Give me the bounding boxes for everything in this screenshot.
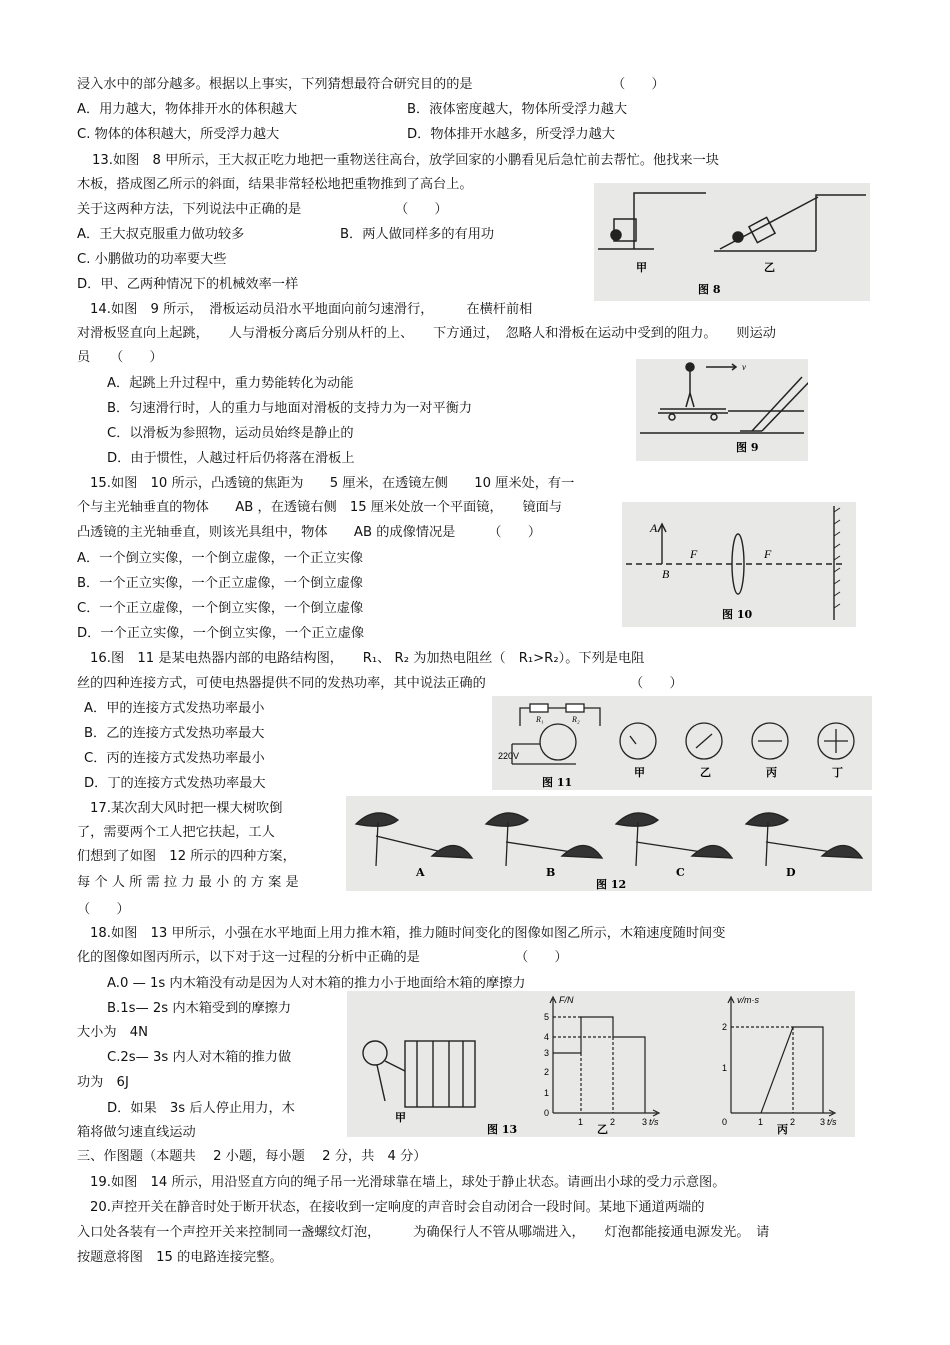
option-a: A．起跳上升过程中，重力势能转化为动能 xyxy=(107,376,354,391)
figure-11-r2: R₂ xyxy=(572,715,580,724)
answer-bracket: （ ） xyxy=(612,77,665,92)
option-b: B．乙的连接方式发热功率最大 xyxy=(84,726,265,741)
question-20-stem: 按题意将图 15 的电路连接完整。 xyxy=(77,1250,283,1265)
question-15-stem: 凸透镜的主光轴垂直，则该光具组中，物体 AB 的成像情况是 （ ） xyxy=(77,525,542,540)
figure-11 xyxy=(492,696,872,790)
figure-13 xyxy=(347,991,855,1137)
section-heading: 三、作图题（本题共 2 小题，每小题 2 分，共 4 分） xyxy=(77,1149,427,1164)
option-d: D．一个正立实像，一个倒立实像，一个正立虚像 xyxy=(77,626,365,641)
t-tick: 1 xyxy=(578,1117,584,1127)
question-13-stem: 木板，搭成图乙所示的斜面，结果非常轻松地把重物推到了高台上。 xyxy=(77,177,473,192)
figure-11-label: 丁 xyxy=(832,766,843,779)
question-14-stem: 员 （ ） xyxy=(77,350,163,365)
option-a: A．甲的连接方式发热功率最小 xyxy=(84,701,265,716)
figure-12-caption: 图 12 xyxy=(596,878,627,891)
figure-13-t-axis: t/s xyxy=(649,1117,659,1127)
option-c: C．一个正立虚像，一个倒立实像，一个倒立虚像 xyxy=(77,601,364,616)
figure-13-f-axis: F/N xyxy=(559,995,574,1005)
figure-10-focus-left: F xyxy=(690,547,698,561)
figure-8 xyxy=(594,183,870,301)
v-tick: 1 xyxy=(722,1063,728,1073)
figure-10-point-a: A xyxy=(650,521,658,535)
question-17-stem: 17.某次刮大风时把一棵大树吹倒 xyxy=(90,801,283,816)
f-tick: 3 xyxy=(544,1048,550,1058)
figure-11-label: 丙 xyxy=(766,766,777,779)
option-b: B.1s— 2s 内木箱受到的摩擦力 xyxy=(107,1001,292,1016)
question-18-stem: 18.如图 13 甲所示，小强在水平地面上用力推木箱，推力随时间变化的图像如图乙所示，木箱速度随时间变 xyxy=(90,926,726,941)
figure-13-left-label: 甲 xyxy=(395,1111,406,1124)
figure-8-caption: 图 8 xyxy=(698,283,721,296)
figure-12-label: B xyxy=(546,866,556,879)
question-17-stem: 们想到了如图 12 所示的四种方案， xyxy=(77,849,296,864)
question-19-stem: 19.如图 14 所示，用沿竖直方向的绳子吊一光滑球靠在墙上，球处于静止状态。请画出小球的受力示意图。 xyxy=(90,1175,726,1190)
figure-13-v-axis: v/m·s xyxy=(737,995,759,1005)
f-tick: 5 xyxy=(544,1012,550,1022)
option-b: B．匀速滑行时，人的重力与地面对滑板的支持力为一对平衡力 xyxy=(107,401,473,416)
figure-10-caption: 图 10 xyxy=(722,608,753,621)
t-tick: 0 xyxy=(722,1117,728,1127)
figure-13-caption: 图 13 xyxy=(487,1123,518,1136)
option-c: C．以滑板为参照物，运动员始终是静止的 xyxy=(107,426,354,441)
question-15-stem: 个与主光轴垂直的物体 AB ，在透镜右侧 15 厘米处放一个平面镜， 镜面与 xyxy=(77,500,563,515)
t-tick: 3 xyxy=(820,1117,826,1127)
figure-9-caption: 图 9 xyxy=(736,441,759,454)
option-c-cont: 功为 6J xyxy=(77,1075,129,1090)
question-14-stem: 对滑板竖直向上起跳， 人与滑板分离后分别从杆的上、 下方通过， 忽略人和滑板在运动中受到的阻力。 则运动 xyxy=(77,326,776,341)
figure-11-r1: R₁ xyxy=(536,715,544,724)
option-c: C.2s— 3s 内人对木箱的推力做 xyxy=(107,1050,292,1065)
question-13-stem: 13.如图 8 甲所示，王大叔正吃力地把一重物送往高台，放学回家的小鹏看见后急忙前去帮忙。他找来一块 xyxy=(92,153,719,168)
option-d: D．丁的连接方式发热功率最大 xyxy=(84,776,266,791)
option-c: C. 小鹏做功的功率要大些 xyxy=(77,252,227,267)
figure-11-label: 甲 xyxy=(634,766,645,779)
f-tick: 4 xyxy=(544,1032,550,1042)
figure-13-t-axis: t/s xyxy=(827,1117,837,1127)
option-a: A．用力越大，物体排开水的体积越大 xyxy=(77,102,298,117)
f-tick: 0 xyxy=(544,1108,550,1118)
question-12-stem-end: 浸入水中的部分越多。根据以上事实，下列猜想最符合研究目的的是 xyxy=(77,77,473,92)
option-d: D．由于惯性，人越过杆后仍将落在滑板上 xyxy=(107,451,355,466)
option-b: B．一个正立实像，一个正立虚像，一个倒立虚像 xyxy=(77,576,363,591)
figure-12 xyxy=(346,796,872,891)
question-20-stem: 20.声控开关在静音时处于断开状态，在接收到一定响度的声音时会自动闭合一段时间。某地下通道两端的 xyxy=(90,1200,705,1215)
option-a: A.0 — 1s 内木箱没有动是因为人对木箱的推力小于地面给木箱的摩擦力 xyxy=(107,976,526,991)
answer-bracket: （ ） xyxy=(395,202,448,217)
option-b: B．液体密度越大，物体所受浮力越大 xyxy=(407,102,628,117)
t-tick: 2 xyxy=(790,1117,796,1127)
figure-9 xyxy=(636,359,808,461)
question-16-stem: 16.图 11 是某电热器内部的电路结构图， R₁、 R₂ 为加热电阻丝（ R₁>R₂）。下列是电阻 xyxy=(90,651,645,666)
figure-10 xyxy=(622,502,856,627)
option-c: C. 物体的体积越大，所受浮力越大 xyxy=(77,127,280,142)
option-c: C．丙的连接方式发热功率最小 xyxy=(84,751,265,766)
option-d: D．物体排开水越多，所受浮力越大 xyxy=(407,127,615,142)
t-tick: 1 xyxy=(758,1117,764,1127)
option-a: A．王大叔克服重力做功较多 xyxy=(77,227,245,242)
option-d: D．甲、乙两种情况下的机械效率一样 xyxy=(77,277,299,292)
answer-bracket: （ ） xyxy=(515,950,568,965)
answer-bracket: （ ） xyxy=(630,676,683,691)
question-17-stem: 每 个 人 所 需 拉 力 最 小 的 方 案 是 xyxy=(77,875,299,890)
question-13-stem: 关于这两种方法，下列说法中正确的是 xyxy=(77,202,302,217)
figure-13-mid-label: 乙 xyxy=(597,1123,608,1136)
question-18-stem: 化的图像如图丙所示，以下对于这一过程的分析中正确的是 xyxy=(77,950,420,965)
figure-8-right-label: 乙 xyxy=(764,261,775,274)
question-15-stem: 15.如图 10 所示，凸透镜的焦距为 5 厘米，在透镜左侧 10 厘米处，有一 xyxy=(90,476,575,491)
figure-12-label: A xyxy=(416,866,425,879)
figure-11-caption: 图 11 xyxy=(542,776,573,789)
f-tick: 1 xyxy=(544,1088,550,1098)
figure-11-voltage: 220V xyxy=(498,751,520,761)
figure-12-label: C xyxy=(676,866,685,879)
option-d-cont: 箱将做匀速直线运动 xyxy=(77,1125,196,1140)
option-b-cont: 大小为 4N xyxy=(77,1025,149,1040)
option-b: B．两人做同样多的有用功 xyxy=(340,227,495,242)
question-20-stem: 入口处各装有一个声控开关来控制同一盏螺纹灯泡， 为确保行人不管从哪端进入， 灯泡都能接通电源发光。 请 xyxy=(77,1225,770,1240)
figure-9-velocity-label: v xyxy=(742,362,746,372)
t-tick: 3 xyxy=(642,1117,648,1127)
f-tick: 2 xyxy=(544,1067,550,1077)
option-d: D．如果 3s 后人停止用力，木 xyxy=(107,1101,295,1116)
figure-10-point-b: B xyxy=(662,567,670,581)
figure-12-label: D xyxy=(786,866,796,879)
figure-8-left-label: 甲 xyxy=(636,261,647,274)
question-17-stem: 了，需要两个工人把它扶起，工人 xyxy=(77,825,275,840)
v-tick: 2 xyxy=(722,1022,728,1032)
figure-13-right-label: 丙 xyxy=(777,1123,788,1136)
figure-11-label: 乙 xyxy=(700,766,711,779)
question-16-stem: 丝的四种连接方式，可使电热器提供不同的发热功率，其中说法正确的 xyxy=(77,676,486,691)
question-14-stem: 14.如图 9 所示， 滑板运动员沿水平地面向前匀速滑行， 在横杆前相 xyxy=(90,302,533,317)
answer-bracket: （ ） xyxy=(77,902,130,917)
figure-10-focus-right: F xyxy=(764,547,772,561)
option-a: A．一个倒立实像，一个倒立虚像，一个正立实像 xyxy=(77,551,363,566)
t-tick: 2 xyxy=(610,1117,616,1127)
